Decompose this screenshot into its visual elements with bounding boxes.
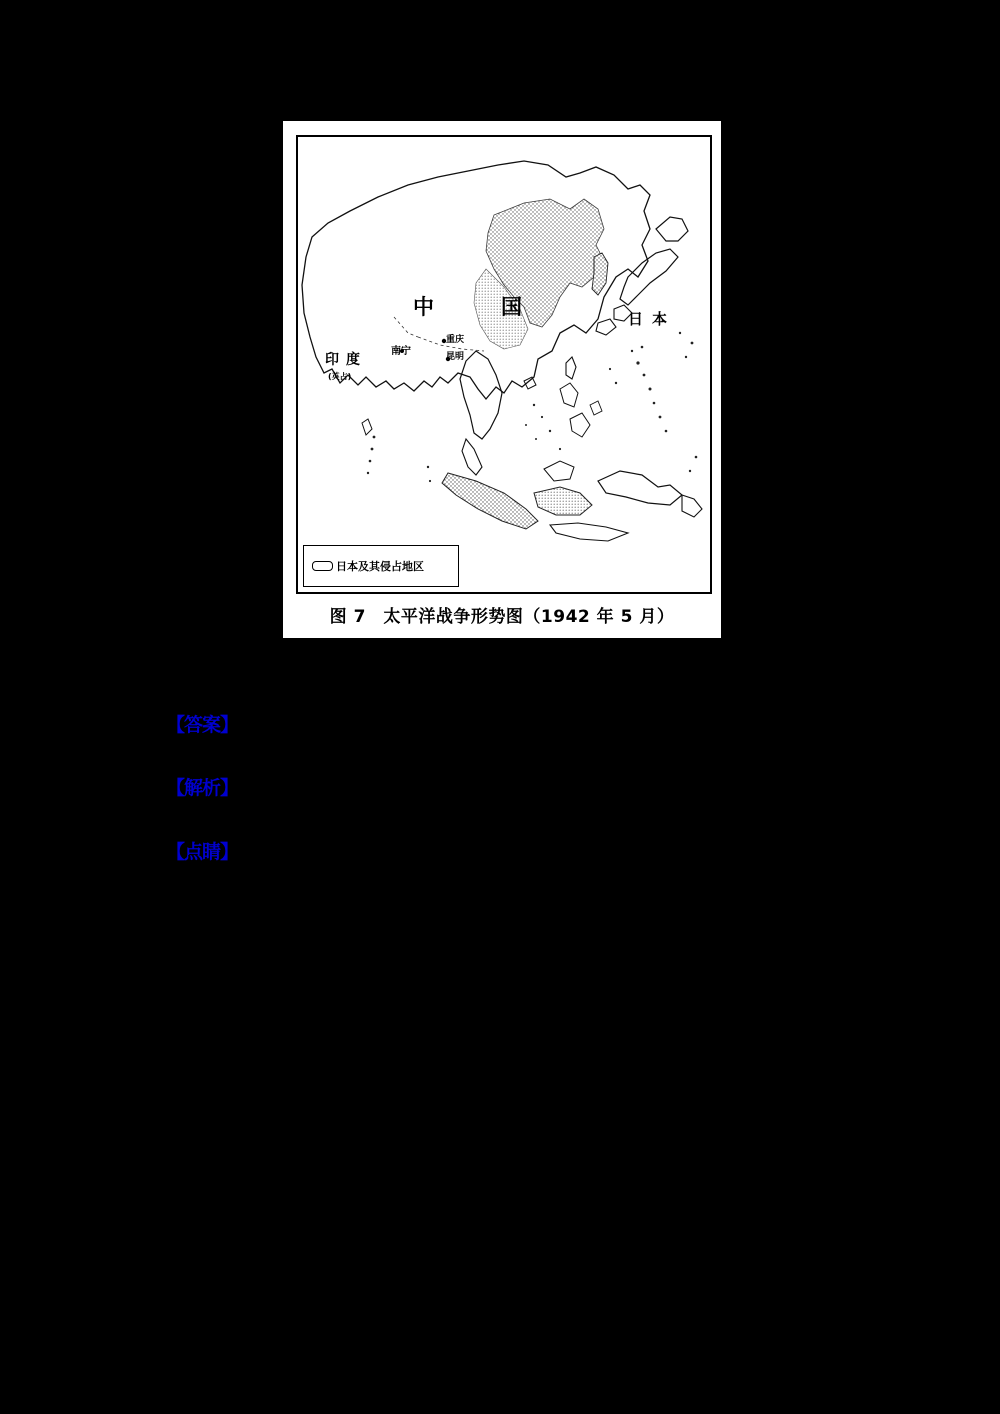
map-label-china-char2: 国 bbox=[501, 295, 522, 319]
legend-label: 日本及其侵占地区 bbox=[336, 560, 424, 573]
map-label-india-sub: (英占) bbox=[328, 372, 352, 381]
map-label-japan: 日本 bbox=[628, 310, 677, 328]
map-label-kunming: 昆明 bbox=[446, 352, 465, 362]
map-legend bbox=[303, 545, 459, 587]
answer-marker-analysis: 【解析】 bbox=[166, 777, 239, 799]
map-label-india: 印度 bbox=[325, 352, 367, 368]
japan-occupied-swatch-icon bbox=[312, 561, 333, 571]
answer-marker-summary: 【点睛】 bbox=[166, 841, 239, 863]
map-label-nanning: 南宁 bbox=[391, 346, 411, 357]
map-image-frame bbox=[296, 135, 712, 594]
answer-marker-answer: 【答案】 bbox=[166, 714, 239, 736]
figure-block bbox=[283, 121, 721, 638]
figure-caption: 图 7 太平洋战争形势图（1942 年 5 月） bbox=[329, 607, 675, 627]
map-label-china-char1: 中 bbox=[413, 295, 434, 319]
map-label-chongqing: 重庆 bbox=[446, 335, 465, 345]
